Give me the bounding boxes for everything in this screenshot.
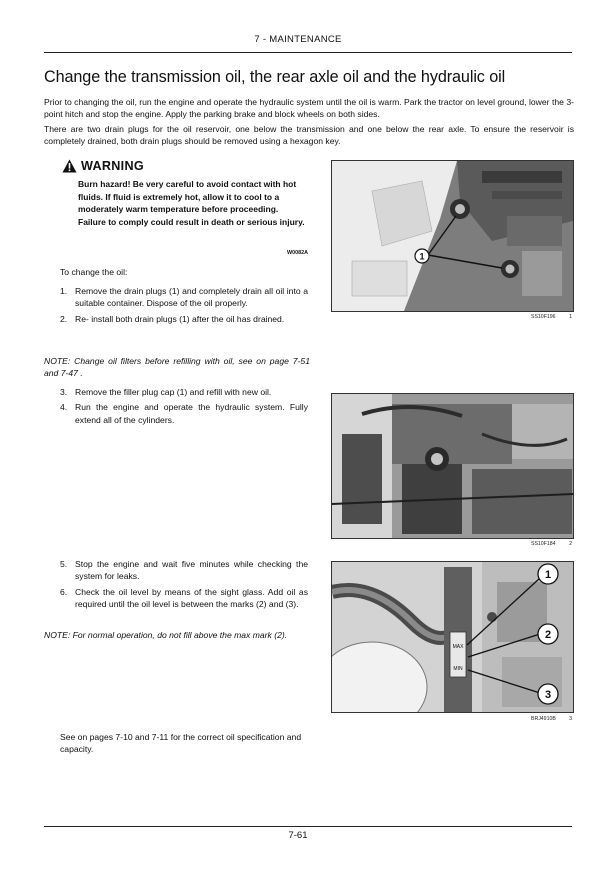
- section-header: 7 - MAINTENANCE: [254, 34, 342, 45]
- step-text: Check the oil level by means of the sight glass. Add oil as required until the oil level is between the marks (2) and (3).: [75, 586, 308, 610]
- step-item: [60, 386, 308, 398]
- step-item: [60, 285, 308, 310]
- see-pages-text: See on pages 7-10 and 7-11 for the correct oil specification and capacity.: [60, 732, 302, 755]
- page-number: 7-61: [288, 830, 308, 841]
- intro-paragraph-2: There are two drain plugs for the oil reservoir, one below the transmission and one below the rear axle. To ensure the reservoir is completely drained, both drain plugs should be removed using a hexagon key.: [44, 124, 574, 147]
- step-number: 5.: [60, 559, 68, 569]
- note-oil-filters: NOTE: Change oil filters before refilling with oil, see on page 7-51 and 7-47 .: [44, 356, 310, 379]
- drain-plug-illustration: [332, 161, 573, 311]
- figure2-code: SS10F184: [531, 541, 556, 547]
- figure3-number: 3: [569, 716, 572, 722]
- step-number: 3.: [60, 387, 68, 397]
- figure3-callout-3: 3: [544, 689, 552, 701]
- step-list-1: [60, 285, 308, 328]
- warning-triangle-icon: [62, 159, 77, 173]
- warning-heading-row: [62, 157, 144, 175]
- step-number: 4.: [60, 402, 68, 413]
- figure1-number: 1: [569, 314, 572, 320]
- sight-glass-max-label: MAX: [452, 644, 464, 650]
- step-text: Remove the drain plugs (1) and completely drain all oil into a suitable container. Dispose of the oil properly.: [75, 286, 308, 309]
- header-rule: [44, 52, 572, 53]
- intro-paragraph-1: Prior to changing the oil, run the engine and operate the hydraulic system until the oil is warm. Park the tractor on level ground, lower the 3- point hitch and stop the engine. Apply the parking brake and block wheels on both sides.: [44, 97, 574, 120]
- step-text: Remove the filler plug cap (1) and refill with new oil.: [75, 387, 272, 397]
- figure3-callout-2: 2: [544, 629, 552, 641]
- figure-sight-glass: [331, 561, 574, 713]
- step-list-3: [60, 558, 308, 614]
- figure2-number: 2: [569, 541, 572, 547]
- figure1-callout-1: 1: [419, 251, 425, 262]
- step-item: [60, 586, 308, 611]
- warning-code: W0082A: [287, 250, 308, 256]
- figure-drain-plugs: [331, 160, 574, 312]
- to-change-label: To change the oil:: [60, 267, 128, 277]
- figure-filler-plug: [331, 393, 574, 539]
- step-text: Run the engine and operate the hydraulic system. Fully extend all of the cylinders.: [75, 402, 308, 425]
- step-item: [60, 313, 308, 325]
- figure3-callout-1: 1: [544, 569, 552, 581]
- step-number: 6.: [60, 586, 68, 597]
- figure1-code: SS10F196: [531, 314, 556, 320]
- sight-glass-min-label: MIN: [453, 666, 463, 672]
- warning-text: Burn hazard! Be very careful to avoid contact with hot fluids. If fluid is extremely hot, allow it to cool to a moderately warm temperature before proceeding. Failure to comply could result in death or serious injury.: [78, 179, 305, 227]
- step-number: 1.: [60, 286, 68, 296]
- step-item: [60, 401, 308, 426]
- sight-glass-illustration: [332, 562, 573, 712]
- figure3-code: BRJ4910B: [531, 716, 556, 722]
- step-item: [60, 558, 308, 583]
- step-text: Stop the engine and wait five minutes while checking the system for leaks.: [75, 559, 308, 582]
- page-title: Change the transmission oil, the rear axle oil and the hydraulic oil: [44, 68, 506, 86]
- engine-bay-illustration: [332, 394, 573, 538]
- warning-heading: WARNING: [81, 159, 144, 173]
- step-list-2: [60, 386, 308, 429]
- footer-rule: [44, 826, 572, 827]
- note-max-mark: NOTE: For normal operation, do not fill above the max mark (2).: [44, 630, 288, 640]
- step-number: 2.: [60, 313, 68, 324]
- step-text: Re- install both drain plugs (1) after the oil has drained.: [75, 313, 285, 324]
